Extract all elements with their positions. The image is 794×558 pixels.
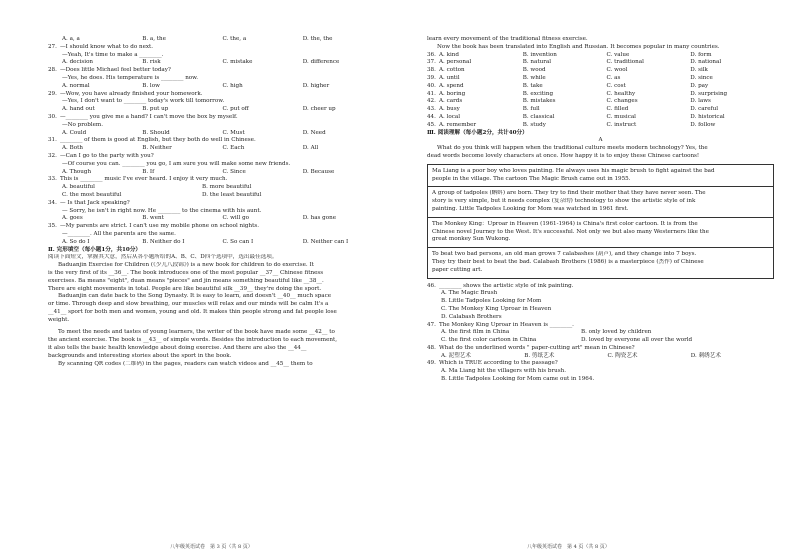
option: C. put off [222,106,249,113]
question-number: 38. [427,67,436,74]
question-line: —Yeah, It's time to make a ________. [62,51,164,58]
option: B. more beautiful [202,184,252,191]
page-footer: 八年级英语试卷 第 3 页（共 8 页） [170,544,253,551]
question-line: —Of course you can. ________ you go, I am sure you will make some new friends. [62,160,291,167]
option: D. cheer up [302,106,336,113]
option: A. Ma Liang hit the villagers with his brush. [441,368,567,375]
box-line: Chinese novel Journey to the West. It's successful. Not only we but also many Westerners like the [432,228,709,235]
option: C. will go [222,215,250,222]
option: A. hand out [62,106,95,113]
question-number: 49. [427,360,436,367]
passage-line: What do you think will happen when the traditional culture meets modern technology? Yes, the [437,145,708,152]
q30-options [48,130,383,138]
question-number: 31. [48,137,57,144]
q28-options [48,83,383,91]
box-line: people in the village. The cartoon The Magic Brush came out in 1955. [432,175,631,182]
question-line: —No problem. [62,121,104,128]
option: D. Calabash Brothers [441,313,502,320]
option: B. Little Tadpoles Looking for Mom came out in 1964. [441,376,595,383]
question-33 [48,176,383,184]
option: D. 刺绣艺术 [690,352,721,359]
question-line: —I should know what to do next. [60,43,154,50]
option: C. high [222,82,243,89]
option: D. form [690,51,712,58]
section-instructions: 阅读下面短文，掌握其大意，然后从各小题所给的A、B、C、D四个选项中，选出最佳选项。 [48,254,278,261]
cartoon-magic-brush [428,165,773,188]
question-number: 33. [48,176,57,183]
question-number: 29. [48,90,57,97]
question-line: —________. All the parents are the same. [62,230,176,237]
question-number: 36. [427,51,436,58]
option: C. Since [222,168,246,175]
option: A. So do I [62,238,90,245]
q47-options-row1 [427,329,774,337]
box-line: story is very simple, but it needs complex (复杂的) technology to show the artistic style of ink [432,198,696,205]
passage-line: __41__ sport for both men and women, young and old. It makes thin people strong and fat people lose [48,308,337,315]
option: B. a, the [142,36,166,42]
question-line: The Monkey King Uproar in Heaven is ________. [439,321,574,328]
option: A. beautiful [62,184,95,191]
section-title-reading: Ⅲ. 阅读理解（每小题2分，共计40分） [427,129,528,136]
option: A. boring [439,90,466,97]
option: B. low [142,82,160,89]
option: A. cards [439,98,463,105]
option: A. Both [62,145,83,152]
question-number: 32. [48,152,57,159]
question-number: 40. [427,82,436,89]
box-line: The Monkey King：Uproar in Heaven (1961-1964) is China's first color cartoon. It is from the [432,220,698,227]
q33-options-row1 [48,184,383,192]
option: B. Neither do I [142,238,185,245]
q49-options [427,368,774,384]
cartoon-monkey-king [428,218,773,248]
question-31 [48,137,383,145]
option: D. pay [690,82,709,89]
option: C. wool [606,67,628,74]
cartoon-table [427,164,774,279]
cartoon-calabash-brothers [428,248,773,277]
question-48 [427,345,774,353]
option: A. personal [439,59,472,66]
option: D. careful [690,106,719,113]
box-line: paper cutting art. [432,266,483,273]
section-title-cloze: Ⅱ. 完形填空（每小题1分，共10分） [48,246,142,253]
question-49 [427,360,774,368]
option: A. until [439,74,460,81]
passage-line: To meet the needs and tastes of young learners, the writer of the book have made some __42__ to [58,329,335,336]
option: A. Though [62,168,92,175]
option: B. wood [522,67,546,74]
option: D. historical [690,113,725,120]
q48-options [427,353,774,361]
question-29 [48,91,383,99]
option: B. Little Tadpoles Looking for Mom [441,298,542,305]
question-number: 28. [48,67,57,74]
option: A. Could [62,129,87,136]
option: C. 陶瓷艺术 [607,352,638,359]
option: D. Need [302,129,326,136]
option: C. changes [606,98,638,105]
passage-line: the ancient exercise. The book is __43__ of simple words. Besides the introduction to each movement, [48,337,338,344]
passage-label: A [598,137,603,144]
option: C. traditional [606,59,644,66]
option: A. The Magic Brush [441,290,498,297]
option: B. full [522,106,540,113]
passage-line: or time. Through deep and slow breathing, our muscles will relax and our minds will be calm It's a [48,301,329,308]
box-line: To beat two bad persons, an old man grows 7 calabashes (葫芦), and they change into 7 boys. [432,251,697,258]
option: B. risk [142,59,161,66]
option: C. healthy [606,90,636,97]
question-32 [48,153,383,161]
option: B. only loved by children [581,329,652,336]
question-number: 46. [427,282,436,289]
question-line: What do the underlined words " paper-cutting art" mean in Chinese? [439,344,635,351]
question-line: — Sorry, he isn't in right now. He ________ to the cinema with his aunt. [62,207,262,214]
question-line: —Wow, you have already finished your homework. [60,90,203,97]
cartoon-tadpoles [428,187,773,217]
option: C. the, a [222,36,247,42]
question-30 [48,114,383,122]
option: C. as [606,74,621,81]
option: B. classical [522,113,555,120]
option: C. mistake [222,59,253,66]
option: A. 泥塑艺术 [441,352,471,359]
cloze-options-grid [427,52,774,130]
option: D. the least beautiful [202,191,262,198]
box-line: They try their best to beat the bad. Calabash Brothers (1986) is a masterpiece (杰作) of Chinese [432,258,704,265]
question-line: —Yes, I don't want to ________ today's work till tomorrow. [62,98,225,105]
option: C. filled [606,106,629,113]
option: B. natural [522,59,552,66]
passage-line: There are eight movements in total. People are like beautiful silk __39__ they're doing the sport. [48,285,322,292]
passage-line: Baduanjin can date back to the Song Dynasty. It is easy to learn, and doesn't __40__ much space [58,293,332,300]
option: B. put up [142,106,169,113]
cloze-passage [48,262,383,368]
question-number: 44. [427,113,436,120]
q47-options-row2 [427,337,774,345]
option: D. Neither can I [302,238,349,245]
option: B. Neither [142,145,172,152]
option: D. loved by everyone all over the world [581,337,693,344]
option: B. exciting [522,90,554,97]
option: A. decision [62,59,94,66]
question-number: 42. [427,98,436,105]
option: C. musical [606,113,636,120]
passage-line: dead words become lovely characters at once. How happy it is to enjoy these Chinese cartoons! [427,152,700,159]
option: C. the first color cartoon in China [441,337,537,344]
page-footer: 八年级英语试卷 第 4 页（共 8 页） [527,544,610,551]
option: D. has gone [302,215,337,222]
box-line: great monkey Sun Wukong. [432,236,511,243]
question-number: 34. [48,199,57,206]
box-line: painting. Little Tadpoles Looking for Mom was watched in 1961 first. [432,205,629,212]
option: D. Because [302,168,335,175]
option: B. 剪纸艺术 [524,352,555,359]
option: A. spend [439,82,464,89]
question-line: — Is that Jack speaking? [60,199,130,206]
question-35 [48,223,383,231]
q46-options [427,290,774,321]
question-27 [48,44,383,52]
option: A. normal [62,82,90,89]
option: C. the most beautiful [62,191,122,198]
option: D. the, the [302,36,333,42]
question-line: Which is TRUE according to the passage? [439,360,558,367]
question-number: 45. [427,121,436,128]
q34-options [48,215,383,223]
question-line: ________ of them is good at English, but they both do well in Chinese. [60,137,256,144]
option: D. higher [302,82,330,89]
question-number: 35. [48,223,57,230]
question-28 [48,67,383,75]
question-47 [427,322,774,330]
option: C. instruct [606,121,637,128]
question-line: —Yes, he does. His temperature is ________ now. [62,74,199,81]
question-line: ________ shows the artistic style of ink painting. [439,282,574,289]
question-34 [48,200,383,208]
passage-line: it also tells the basic health knowledge about doing exercise. And there are also the __44__ [48,345,307,352]
option: C. Each [222,145,245,152]
passage-line: exercises. Ba means "eight", duan means "pieces" and jin means something beautiful like __38__. [48,277,324,284]
option: C. cost [606,82,626,89]
q35-options [48,239,383,247]
option: A. goes [62,215,83,222]
question-number: 47. [427,321,436,328]
question-line: —________ you give me a hand? I can't move the box by myself. [60,113,238,120]
passage-line: weight. [48,316,70,323]
option: B. invention [522,51,557,58]
option: D. national [690,59,722,66]
option: A. local [439,113,461,120]
question-number: 43. [427,106,436,113]
question-number: 41. [427,90,436,97]
passage-line: Baduanjin Exercise for Children (《少儿八段锦》) is a new book for children to do exercise. It [58,262,314,269]
question-number: 30. [48,113,57,120]
option: A. the first film in China [441,329,510,336]
q27-options [48,59,383,67]
option: B. If [142,168,155,175]
right-page [397,0,794,558]
question-46 [427,283,774,291]
option: B. while [522,74,546,81]
q26-options [48,36,383,44]
question-number: 39. [427,74,436,81]
option: C. value [606,51,630,58]
passage-line: Now the book has been translated into English and Russian. It becomes popular in many countries. [437,43,720,50]
question-line: —Can I go to the party with you? [60,152,154,159]
q33-options-row2 [48,192,383,200]
question-number: 37. [427,59,436,66]
passage-line: By scanning QR codes (二维码) in the pages, readers can watch videos and __45__ them to [58,360,313,367]
option: D. difference [302,59,340,66]
question-line: —Does little Michael feel better today? [60,67,171,74]
question-line: This is ________ music I've ever heard. I enjoy it very much. [60,176,228,183]
box-line: A group of tadpoles (蝌蚪) are born. They try to find their mother that they have never seen. The [432,190,706,197]
option: A. cotton [439,67,465,74]
question-line: —My parents are strict. I can't use my mobile phone on school nights. [60,223,259,230]
q29-options [48,106,383,114]
option: D. laws [690,98,711,105]
question-number: 27. [48,43,57,50]
option: D. All [302,145,319,152]
option: A. busy [439,106,460,113]
option: B. study [522,121,546,128]
option: A. kind [439,51,459,58]
question-number: 48. [427,344,436,351]
option: C. Must [222,129,245,136]
q31-options [48,145,383,153]
option: C. The Monkey King Uproar in Heaven [441,305,552,312]
passage-line: backgrounds and interesting stories about the sport in the book. [48,352,232,359]
passage-line: is the very first of its __36__. The book introduces one of the most popular __37__ Chinese fitness [48,269,324,276]
passage-line: learn every movement of the traditional fitness exercise. [427,36,588,42]
box-line: Ma Liang is a poor boy who loves painting. He always uses his magic brush to fight against the bad [432,167,715,174]
option: D. silk [690,67,708,74]
option: B. mistakes [522,98,556,105]
option: A. remember [439,121,477,128]
option: C. So can I [222,238,254,245]
option: D. surprising [690,90,728,97]
option: D. since [690,74,713,81]
option: B. went [142,215,164,222]
option: A. a, a [62,36,80,42]
option: B. take [522,82,543,89]
option: D. follow [690,121,716,128]
option: B. Should [142,129,170,136]
q32-options [48,169,383,177]
